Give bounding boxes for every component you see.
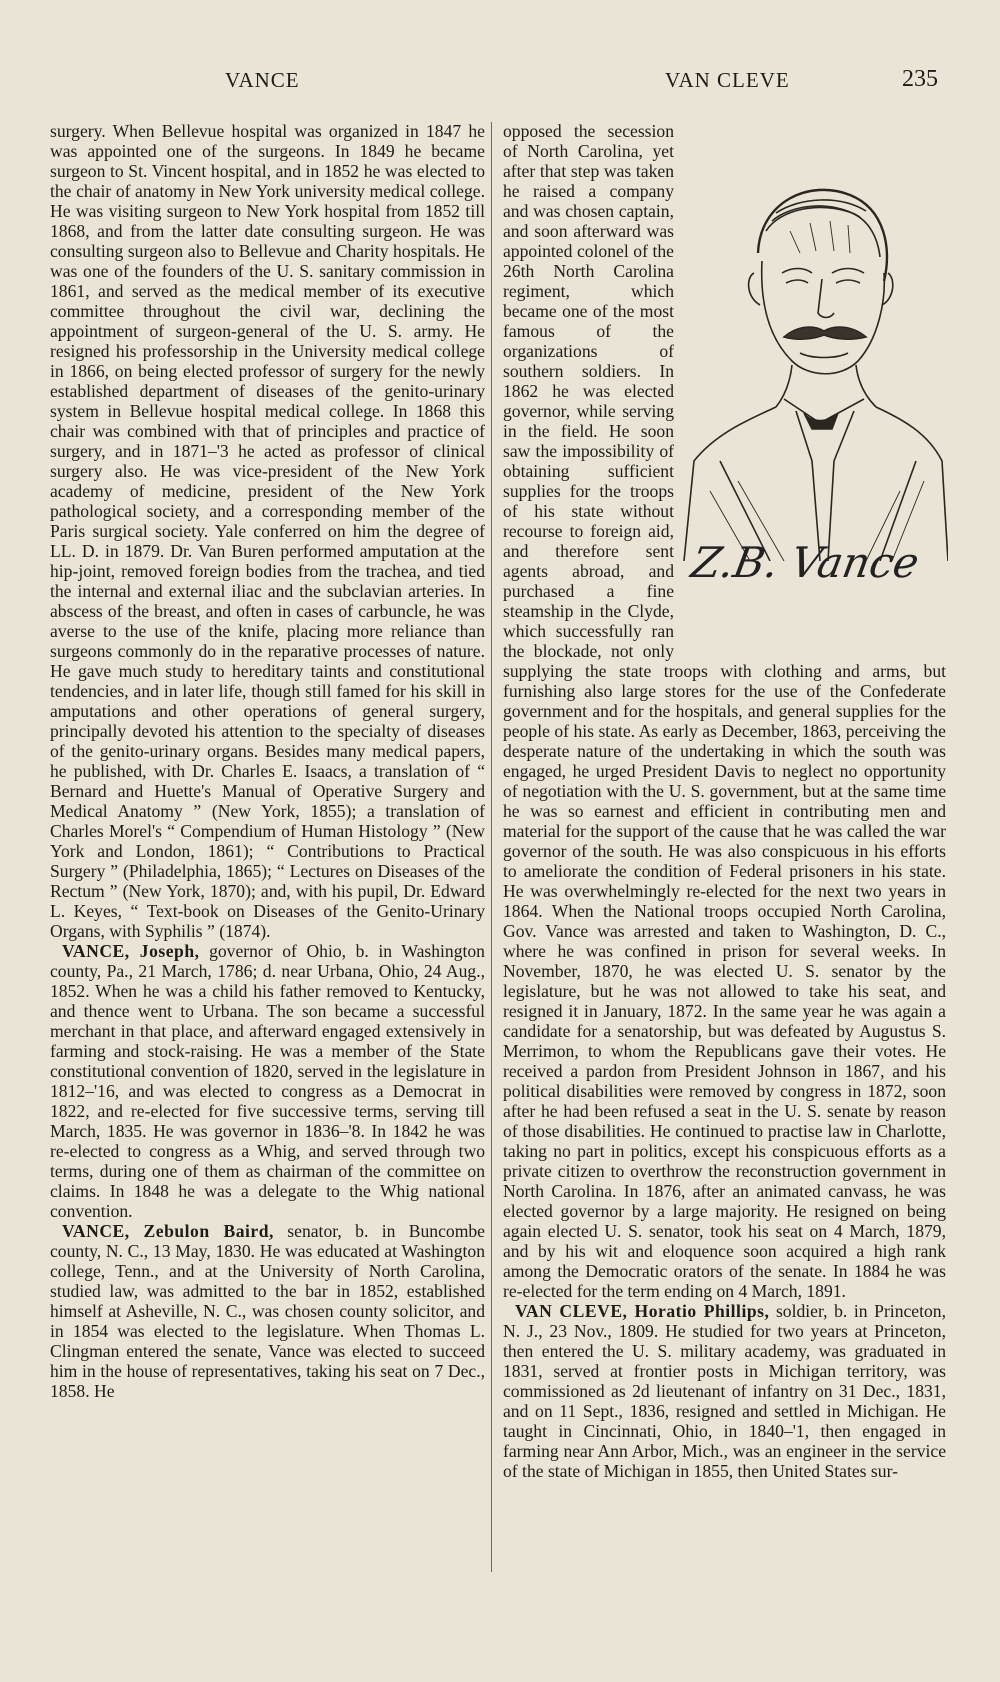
right-column xyxy=(503,121,946,1481)
vance-zebulon-continuation: opposed the secession of North Carolina, yet after that step was taken he raised a company and was chosen captain, and soon afterward was appointed colonel of the 26th North Carolina regiment, which became one of the most famous of the organizations of southern soldiers. In 1862 he was elected governor, while serving in the field. He soon saw the impossibility of obtaining sufficient supplies for the troops of his state without recourse to foreign aid, and therefore sent agents abroad, and purchased a fine steamship in the Clyde, which successfully ran the blockade, not only supplying the state troops with clothing and arms, but furnishing also large stores for the use of the Confederate government and for the hospitals, and general supplies for the people of his state. As early as December, 1863, perceiving the desperate nature of the undertaking in which the south was engaged, he urged President Davis to neglect no opportunity of negotiation with the U. S. government, but at the same time he was so earnest and efficient in contributing men and material for the support of the cause that he was called the war governor of the south. He was also conspicuous in his efforts to ameliorate the condition of Federal prisoners in his state. He was overwhelmingly re-elected for the next two years in 1864. When the National troops occupied North Carolina, Gov. Vance was arrested and taken to Washington, D. C., where he was confined in prison for several weeks. In November, 1870, he was elected U. S. senator by the legislature, but he was not allowed to take his seat, and resigned it in January, 1872. In the same year he was again a candidate for a senatorship, but was defeated by Augustus S. Merrimon, to whom the Republicans gave their votes. He received a pardon from President Johnson in 1867, and his political disabilities were removed by congress in 1872, soon after he had been refused a seat in the U. S. senate by reason of those disabilities. He continued to practise law in Charlotte, taking no part in politics, except his conspicuous efforts as a private citizen to overthrow the reconstruction government in North Carolina. In 1876, after an animated canvass, he was elected governor by a large majority. He resigned on being again elected U. S. senator, took his seat on 4 March, 1879, and by his wit and eloquence soon acquired a high rank among the Democratic orators of the senate. In 1884 he was re-elected for the term ending on 4 March, 1891. xyxy=(503,121,946,1301)
column-divider xyxy=(491,122,492,1572)
entry-name: VANCE, Zebulon Baird, xyxy=(62,1221,274,1241)
left-column xyxy=(50,121,485,1401)
entry-name: VANCE, Joseph, xyxy=(62,941,200,961)
running-head-center: VAN CLEVE xyxy=(665,68,790,92)
entry-vance-zebulon xyxy=(50,1221,485,1401)
portrait-engraving xyxy=(680,161,948,561)
entry-text: soldier, b. in Princeton, N. J., 23 Nov., 1809. He studied for two years at Princeton, then entered the U. S. military academy, was graduated in 1831, served at frontier posts in Michigan territory, was commissioned as 2d lieutenant of infantry on 31 Dec., 1831, and on 11 Sept., 1836, resigned and settled in Michigan. He taught in Cincinnati, Ohio, in 1840–'1, then engaged in farming near Ann Arbor, Mich., was an engineer in the service of the state of Michigan in 1855, then United States sur- xyxy=(503,1301,946,1481)
entry-vance-joseph xyxy=(50,941,485,1221)
entry-text: governor of Ohio, b. in Washington county, Pa., 21 March, 1786; d. near Urbana, Ohio, 24 Aug., 1852. When he was a child his father removed to Kentucky, and thence went to Urbana. The son became a successful merchant in that place, and afterward engaged extensively in farming and stock-raising. He was a member of the State constitutional convention of 1820, served in the legislature in 1812–'16, and was elected to congress as a Democrat in 1822, and re-elected for five successive terms, serving till March, 1835. He was governor in 1836–'8. In 1842 he was re-elected to congress as a Whig, and served through two terms, during one of them as chairman of the committee on claims. In 1848 he was a delegate to the Whig national convention. xyxy=(50,941,485,1221)
portrait-figure xyxy=(680,161,948,657)
van-buren-continuation: surgery. When Bellevue hospital was organized in 1847 he was appointed one of the surgeons. In 1849 he became surgeon to St. Vincent hospital, and in 1852 he was elected to the chair of anatomy in New York university medical college. He was visiting surgeon to New York hospital from 1852 till 1868, and from the latter date consulting surgeon. He was consulting surgeon also to Bellevue and Charity hospitals. He was one of the founders of the U. S. sanitary commission in 1861, and served as the medical member of its executive committee throughout the civil war, declining the appointment of surgeon-general of the U. S. army. He resigned his professorship in the University medical college in 1866, on being elected professor of surgery for the newly established department of diseases of the genito-urinary system in Bellevue hospital medical college. In 1868 this chair was combined with that of principles and practice of surgery, and in 1871–'3 he acted as professor of clinical surgery also. He was vice-president of the New York academy of medicine, president of the New York pathological society, and a corresponding member of the Paris surgical society. Yale conferred on him the degree of LL. D. in 1879. Dr. Van Buren performed amputation at the hip-joint, removed foreign bodies from the trachea, and tied the internal and external iliac and the subclavian arteries. In abscess of the breast, and often in cases of carbuncle, he was averse to the use of the knife, placing more reliance than surgeons commonly do in the reparative processes of nature. He gave much study to hereditary taints and constitutional tendencies, and in later life, though still famed for his skill in amputations and other operations of general surgery, principally devoted his attention to the specialty of diseases of the genito-urinary organs. Besides many medical papers, he published, with Dr. Charles E. Isaacs, a translation of “ Bernard and Huette's Manual of Operative Surgery and Medical Anatomy ” (New York, 1855); a translation of Charles Morel's “ Compendium of Human Histology ” (New York and London, 1861); “ Contributions to Practical Surgery ” (Philadelphia, 1865); “ Lectures on Diseases of the Rectum ” (New York, 1870); and, with his pupil, Dr. Edward L. Keyes, “ Text-book on Diseases of the Genito-Urinary Organs, with Syphilis ” (1874). xyxy=(50,121,485,941)
page-number: 235 xyxy=(902,66,938,92)
running-head-left: VANCE xyxy=(225,68,300,92)
entry-name: VAN CLEVE, Horatio Phillips, xyxy=(515,1301,770,1321)
entry-van-cleve xyxy=(503,1301,946,1481)
portrait-signature: Z.B. Vance xyxy=(687,538,923,587)
entry-text: senator, b. in Buncombe county, N. C., 13 May, 1830. He was educated at Washington college, Tenn., and at the University of North Carolina, studied law, was admitted to the bar in 1852, established himself at Asheville, N. C., was chosen county solicitor, and in 1854 was elected to the legislature. When Thomas L. Clingman entered the senate, Vance was elected to succeed him in the house of representatives, taking his seat on 7 Dec., 1858. He xyxy=(50,1221,485,1401)
